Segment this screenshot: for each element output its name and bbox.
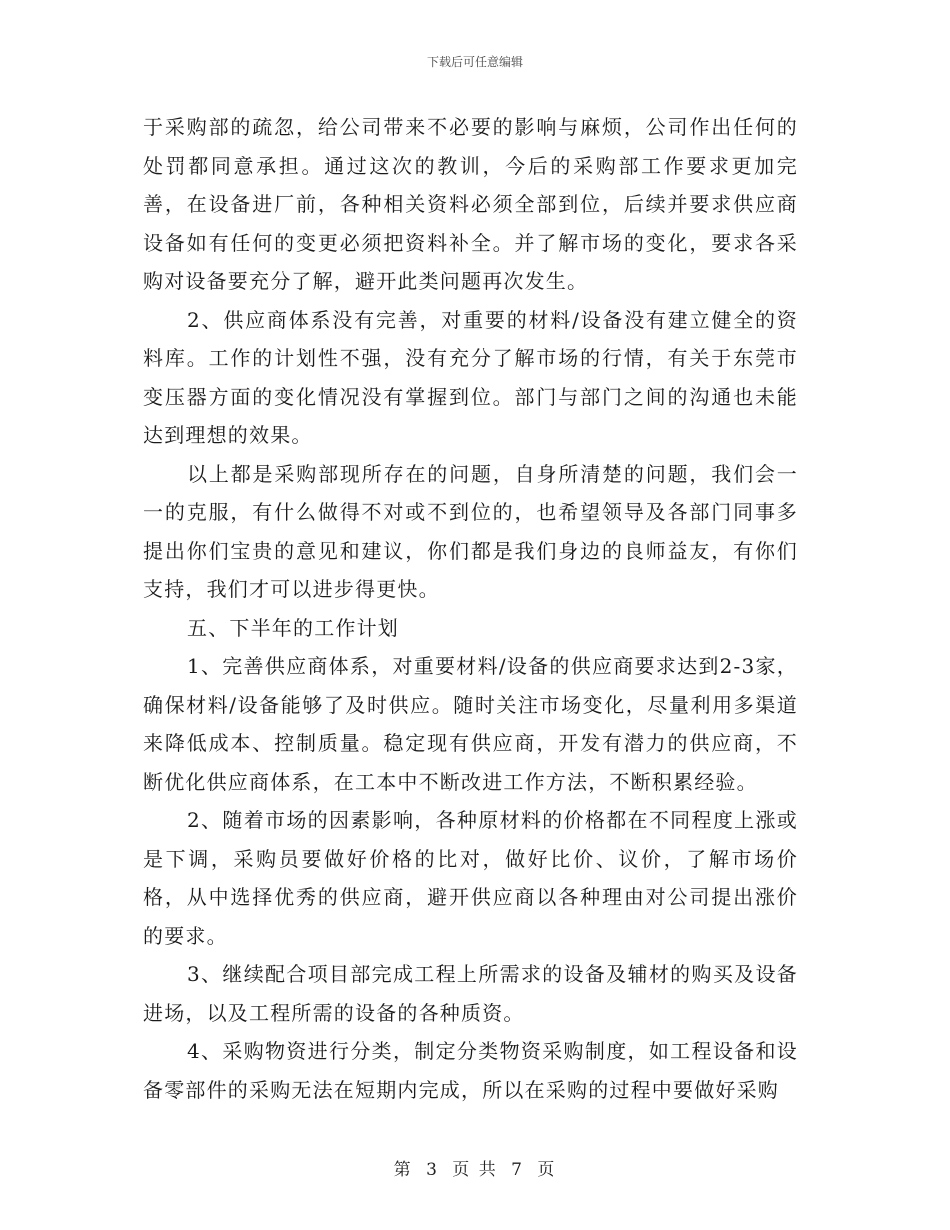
section-heading: 五、下半年的工作计划 — [187, 615, 399, 640]
paragraph-5: 2、随着市场的因素影响，各种原材料的价格都在不同程度上涨或是下调，采购员要做好价格的比对，做好比价、议价，了解市场价格，从中选择优秀的供应商，避开供应商以各种理由对公司提出涨价的要求。 — [143, 808, 798, 948]
paragraph-6: 3、继续配合项目部完成工程上所需求的设备及辅材的购买及设备进场，以及工程所需的设备的各种质资。 — [143, 962, 798, 1025]
body-content — [143, 108, 798, 1109]
header-note: 下载后可任意编辑 — [426, 55, 523, 69]
paragraph-7: 4、采购物资进行分类，制定分类物资采购制度，如工程设备和设备零部件的采购无法在短期内完成，所以在采购的过程中要做好采购 — [143, 1039, 798, 1102]
page-footer — [0, 1155, 950, 1180]
footer-total-pages: 7 — [511, 1160, 524, 1180]
footer-prefix: 第 — [393, 1160, 413, 1180]
paragraph-4: 1、完善供应商体系，对重要材料/设备的供应商要求达到2-3家，确保材料/设备能够了及时供应。随时关注市场变化，尽量利用多渠道来降低成本、控制质量。稳定现有供应商，开发有潜力的供应商，不断优化供应商体系，在工本中不断改进工作方法，不断积累经验。 — [143, 654, 798, 794]
paragraph-2: 2、供应商体系没有完善，对重要的材料/设备没有建立健全的资料库。工作的计划性不强，没有充分了解市场的行情，有关于东莞市变压器方面的变化情况没有掌握到位。部门与部门之间的沟通也未能达到理想的效果。 — [143, 307, 798, 447]
footer-middle: 页 共 — [452, 1160, 498, 1180]
paragraph-1: 于采购部的疏忽，给公司带来不必要的影响与麻烦，公司作出任何的处罚都同意承担。通过这次的教训，今后的采购部工作要求更加完善，在设备进厂前，各种相关资料必须全部到位，后续并要求供应商设备如有任何的变更必须把资料补全。并了解市场的变化，要求各采购对设备要充分了解，避开此类问题再次发生。 — [143, 115, 798, 293]
paragraph-3: 以上都是采购部现所存在的问题，自身所清楚的问题，我们会一一的克服，有什么做得不对或不到位的，也希望领导及各部门同事多提出你们宝贵的意见和建议，你们都是我们身边的良师益友，有你们支持，我们才可以进步得更快。 — [143, 461, 798, 601]
footer-current-page: 3 — [426, 1160, 439, 1180]
footer-suffix: 页 — [537, 1160, 557, 1180]
